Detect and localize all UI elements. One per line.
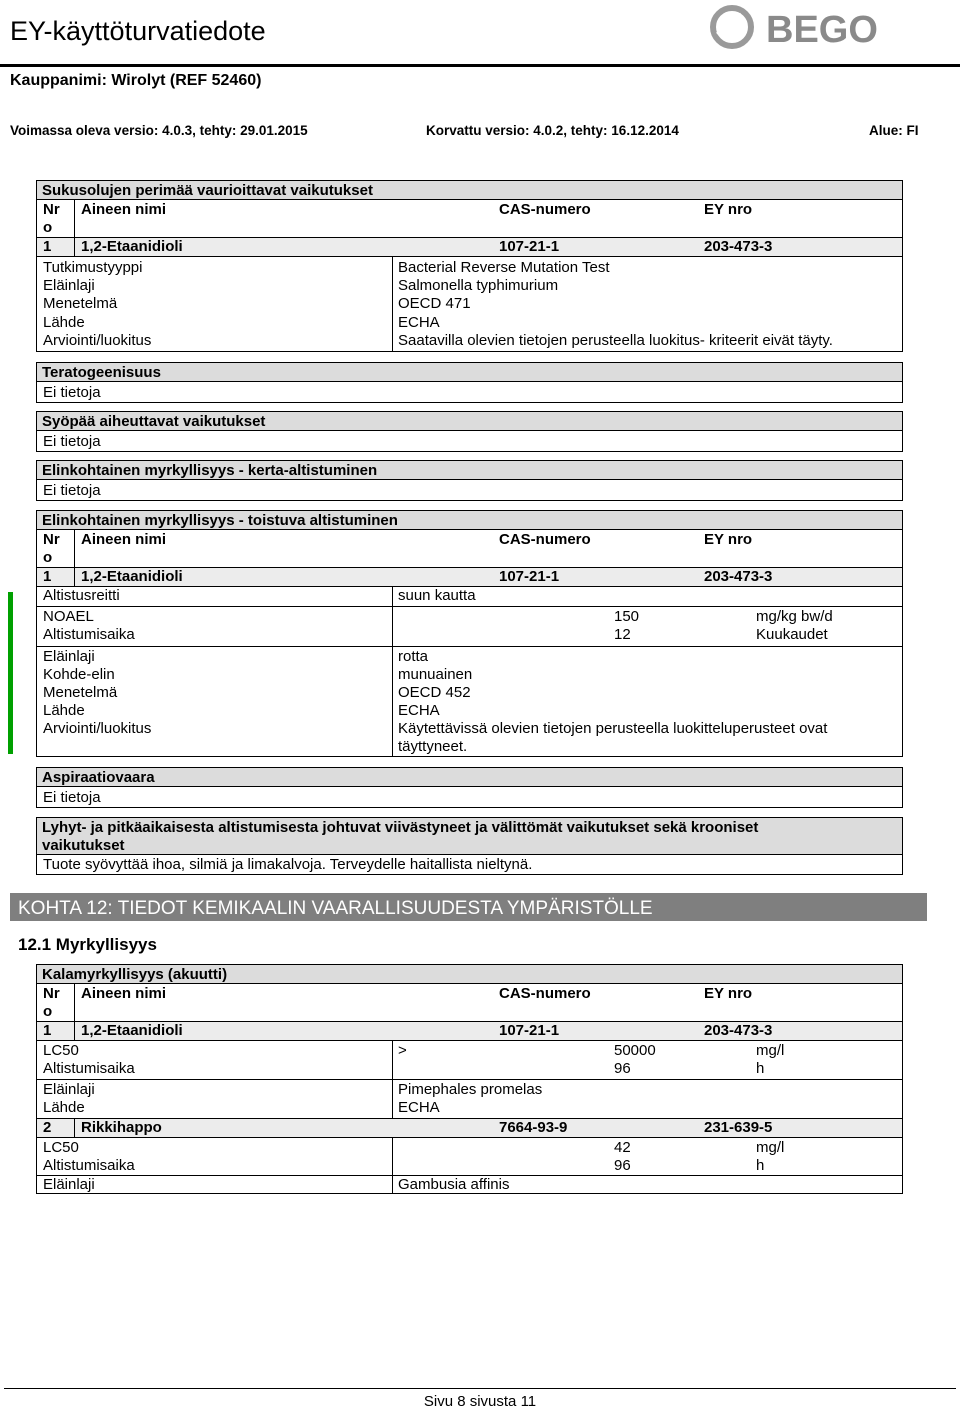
col-name: Aineen nimi	[81, 531, 167, 548]
value-target-organ: munuainen	[398, 666, 473, 683]
substance-name: 1,2-Etaanidioli	[81, 1022, 183, 1039]
label-target-organ: Kohde-elin	[43, 666, 115, 683]
substance-cas: 107-21-1	[499, 238, 560, 255]
brand-name: BEGO	[766, 9, 878, 50]
label-species: Eläinlaji	[43, 277, 95, 294]
teratogenicity-title: Teratogeenisuus	[37, 363, 902, 382]
label-duration: Altistumisaika	[43, 626, 135, 643]
value-exposure-time: 96	[614, 1060, 631, 1077]
carcinogenicity-box	[36, 411, 903, 452]
value-duration: 12	[614, 626, 631, 643]
value-lc50: 50000	[614, 1042, 656, 1059]
route-row	[37, 587, 902, 607]
lc50-row-1	[37, 1041, 902, 1080]
col-name: Aineen nimi	[81, 201, 167, 218]
label-noael: NOAEL	[43, 608, 94, 625]
value-assessment-cont: täyttyneet.	[398, 738, 468, 755]
col-ec: EY nro	[704, 985, 753, 1002]
aspiration-text: Ei tietoja	[43, 789, 101, 806]
table-header-row	[37, 200, 902, 238]
col-name: Aineen nimi	[81, 985, 167, 1002]
substance-row	[37, 238, 902, 257]
substance-cas: 7664-93-9	[499, 1119, 568, 1136]
table-header-row	[37, 984, 902, 1022]
long-term-title-line1: Lyhyt- ja pitkäaikaisesta altistumisesta johtuvat viivästyneet ja välittömät vaikutukset sekä krooniset	[42, 819, 759, 836]
substance-name: 1,2-Etaanidioli	[81, 568, 183, 585]
label-method: Menetelmä	[43, 684, 118, 701]
label-source: Lähde	[43, 314, 85, 331]
study-details	[37, 647, 902, 757]
substance-cas: 107-21-1	[499, 1022, 560, 1039]
lc50-operator: >	[398, 1042, 407, 1059]
substance-nr: 2	[43, 1119, 52, 1136]
col-nr: Nr	[43, 985, 60, 1002]
label-source: Lähde	[43, 1099, 85, 1116]
label-study-type: Tutkimustyyppi	[43, 259, 143, 276]
col-nr-2: o	[43, 1003, 53, 1020]
long-term-text: Tuote syövyttää ihoa, silmiä ja limakalvoja. Terveydelle haitallista nieltynä.	[43, 856, 533, 873]
substance-ec: 203-473-3	[704, 568, 773, 585]
unit-noael: mg/kg bw/d	[756, 608, 833, 625]
subsection-toxicity: 12.1 Myrkyllisyys	[18, 935, 157, 954]
label-lc50: LC50	[43, 1042, 79, 1059]
value-source: ECHA	[398, 1099, 440, 1116]
value-exposure-time: 96	[614, 1157, 631, 1174]
substance-cas: 107-21-1	[499, 568, 560, 585]
header-rule	[0, 64, 960, 67]
long-term-title-line2: vaikutukset	[42, 837, 125, 854]
col-cas: CAS-numero	[499, 985, 591, 1002]
stot-single-box	[36, 460, 903, 501]
col-nr: Nr	[43, 531, 60, 548]
aspiration-title: Aspiraatiovaara	[37, 768, 902, 787]
value-noael: 150	[614, 608, 640, 625]
region: Alue: FI	[869, 123, 919, 138]
substance-ec: 203-473-3	[704, 238, 773, 255]
bego-logo	[708, 5, 923, 50]
value-method: OECD 471	[398, 295, 471, 312]
lc50-row-2	[37, 1138, 902, 1176]
stot-single-title: Elinkohtainen myrkyllisyys - kerta-altistuminen	[37, 461, 902, 480]
col-ec: EY nro	[704, 201, 753, 218]
substance-ec: 231-639-5	[704, 1119, 773, 1136]
substance-name: Rikkihappo	[81, 1119, 162, 1136]
substance-name: 1,2-Etaanidioli	[81, 238, 183, 255]
col-nr-2: o	[43, 219, 53, 236]
substance-ec: 203-473-3	[704, 1022, 773, 1039]
section-12-heading: KOHTA 12: TIEDOT KEMIKAALIN VAARALLISUUDESTA YMPÄRISTÖLLE	[10, 893, 927, 921]
valid-version: Voimassa oleva versio: 4.0.3, tehty: 29.01.2015	[10, 123, 308, 138]
study-details	[37, 257, 902, 352]
label-species: Eläinlaji	[43, 648, 95, 665]
value-route: suun kautta	[398, 587, 476, 604]
germ-cell-title: Sukusolujen perimää vaurioittavat vaikutukset	[37, 181, 902, 200]
value-study-type: Bacterial Reverse Mutation Test	[398, 259, 610, 276]
label-species: Eläinlaji	[43, 1081, 95, 1098]
long-term-box	[36, 817, 903, 875]
document-title: EY-käyttöturvatiedote	[10, 16, 266, 46]
page-number: Sivu 8 sivusta 11	[423, 1393, 537, 1410]
fish-toxicity-title: Kalamyrkyllisyys (akuutti)	[37, 965, 902, 984]
value-species: Pimephales promelas	[398, 1081, 543, 1098]
label-assessment: Arviointi/luokitus	[43, 332, 152, 349]
value-species: rotta	[398, 648, 429, 665]
substance-row	[37, 568, 902, 587]
long-term-title	[37, 818, 902, 855]
species-row-1	[37, 1080, 902, 1119]
trade-name: Kauppanimi: Wirolyt (REF 52460)	[10, 72, 262, 89]
label-route: Altistusreitti	[43, 587, 120, 604]
substance-nr: 1	[43, 568, 52, 585]
teratogenicity-box	[36, 362, 903, 403]
carcinogenicity-text: Ei tietoja	[43, 433, 101, 450]
species-row-2	[37, 1176, 902, 1194]
col-cas: CAS-numero	[499, 531, 591, 548]
label-lc50: LC50	[43, 1139, 79, 1156]
substance-row-2	[37, 1119, 902, 1138]
value-assessment: Käytettävissä olevien tietojen perusteella luokitteluperusteet ovat	[398, 720, 828, 737]
carcinogenicity-title: Syöpää aiheuttavat vaikutukset	[37, 412, 902, 431]
germ-cell-table	[36, 180, 903, 352]
noael-row	[37, 607, 902, 647]
fish-toxicity-table	[36, 964, 903, 1194]
unit-exposure-time: h	[756, 1060, 765, 1077]
stot-repeated-title: Elinkohtainen myrkyllisyys - toistuva altistuminen	[37, 511, 902, 530]
footer-rule	[4, 1388, 956, 1389]
unit-exposure-time: h	[756, 1157, 765, 1174]
unit-lc50: mg/l	[756, 1139, 785, 1156]
stot-repeated-table	[36, 510, 903, 757]
table-header-row	[37, 530, 902, 568]
label-exposure-time: Altistumisaika	[43, 1157, 135, 1174]
stot-single-text: Ei tietoja	[43, 482, 101, 499]
label-assessment: Arviointi/luokitus	[43, 720, 152, 737]
label-source: Lähde	[43, 702, 85, 719]
label-method: Menetelmä	[43, 295, 118, 312]
unit-lc50: mg/l	[756, 1042, 785, 1059]
aspiration-box	[36, 767, 903, 808]
revision-marker	[8, 592, 13, 754]
value-species: Gambusia affinis	[398, 1176, 510, 1193]
label-exposure-time: Altistumisaika	[43, 1060, 135, 1077]
value-source: ECHA	[398, 314, 440, 331]
value-lc50: 42	[614, 1139, 631, 1156]
unit-duration: Kuukaudet	[756, 626, 828, 643]
col-cas: CAS-numero	[499, 201, 591, 218]
substance-nr: 1	[43, 238, 52, 255]
substance-row-1	[37, 1022, 902, 1041]
teratogenicity-text: Ei tietoja	[43, 384, 101, 401]
value-method: OECD 452	[398, 684, 471, 701]
value-source: ECHA	[398, 702, 440, 719]
col-ec: EY nro	[704, 531, 753, 548]
revised-version: Korvattu versio: 4.0.2, tehty: 16.12.2014	[426, 123, 679, 138]
label-species: Eläinlaji	[43, 1176, 95, 1193]
col-nr-2: o	[43, 549, 53, 566]
col-nr: Nr	[43, 201, 60, 218]
substance-nr: 1	[43, 1022, 52, 1039]
value-assessment: Saatavilla olevien tietojen perusteella luokitus- kriteerit eivät täyty.	[398, 332, 833, 349]
value-species: Salmonella typhimurium	[398, 277, 559, 294]
